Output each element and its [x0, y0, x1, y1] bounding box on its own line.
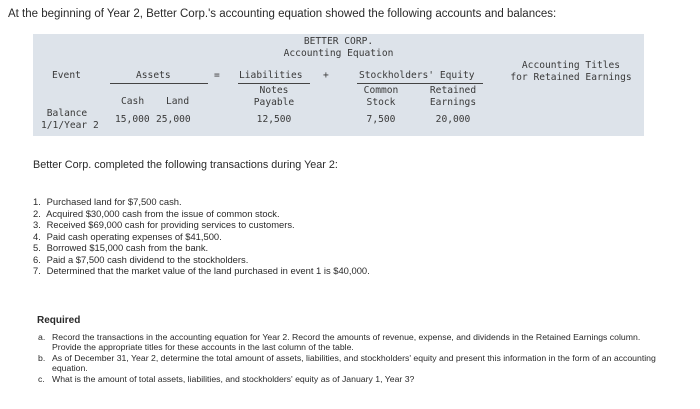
notes-payable-header: Notes Payable — [253, 85, 295, 108]
list-item: b. As of December 31, Year 2, determine the total amount of assets, liabilities, and stockholders' equity and present this information in the form of an accounting equation. — [38, 352, 656, 374]
list-item: 1. Purchased land for $7,500 cash. — [33, 196, 182, 207]
list-item: 7. Determined that the market value of the land purchased in event 1 is $40,000. — [33, 265, 370, 276]
list-item: 3. Received $69,000 cash for providing services to customers. — [33, 219, 295, 230]
required-list — [38, 332, 658, 384]
balance-land: 25,000 — [156, 114, 191, 125]
intro-text: At the beginning of Year 2, Better Corp.'s accounting equation showed the following accounts and balances: — [8, 8, 557, 20]
land-header: Land — [166, 96, 190, 107]
list-item: a. Record the transactions in the accounting equation for Year 2. Record the amounts of revenue, expense, and dividends in the Retained Earnings column. Provide the appropriate titles for these accounts in the last column of the table. — [38, 332, 641, 353]
table-subtitle: Accounting Equation — [283, 48, 394, 59]
list-item: 5. Borrowed $15,000 cash from the bank. — [33, 242, 209, 253]
equity-header: Stockholders' Equity — [359, 70, 475, 81]
plus-sign: + — [323, 70, 329, 81]
retained-earnings-header: Retained Earnings — [429, 85, 477, 108]
list-item: 2. Acquired $30,000 cash from the issue of common stock. — [33, 207, 280, 219]
assets-underline — [110, 83, 208, 84]
list-item: 4. Paid cash operating expenses of $41,500. — [33, 230, 222, 242]
liabilities-header: Liabilities — [239, 70, 303, 81]
liabilities-underline — [238, 83, 310, 84]
balance-common-stock: 7,500 — [366, 114, 396, 125]
event-header: Event — [52, 70, 81, 81]
assets-header: Assets — [136, 70, 171, 81]
balance-notes-payable: 12,500 — [256, 114, 292, 125]
balance-cash: 15,000 — [115, 114, 150, 125]
company-name: BETTER CORP. — [303, 36, 374, 47]
transactions-list — [33, 196, 370, 277]
transactions-intro: Better Corp. completed the following transactions during Year 2: — [33, 159, 338, 171]
balance-label: Balance 1/1/Year 2 — [41, 108, 99, 131]
cash-header: Cash — [121, 96, 145, 107]
titles-header: Accounting Titles for Retained Earnings — [510, 60, 632, 83]
equity-underline — [357, 83, 483, 84]
list-item: c. What is the amount of total assets, liabilities, and stockholders' equity as of January 1, Year 3? — [38, 373, 415, 384]
accounting-equation-table — [33, 34, 644, 136]
list-item: 6. Paid a $7,500 cash dividend to the stockholders. — [33, 253, 249, 265]
balance-retained-earnings: 20,000 — [435, 114, 471, 125]
equals-sign: = — [214, 70, 220, 81]
common-stock-header: Common Stock — [363, 85, 399, 108]
required-heading: Required — [37, 315, 81, 326]
